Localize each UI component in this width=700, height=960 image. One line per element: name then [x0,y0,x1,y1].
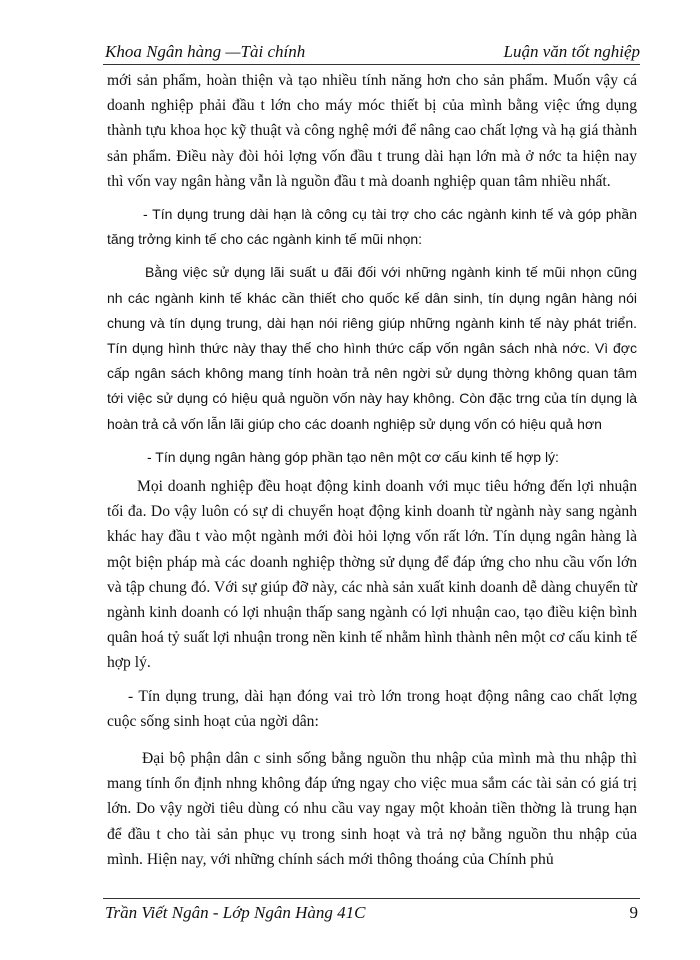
paragraph-intro: mới sản phẩm, hoàn thiện và tạo nhiều tính năng hơn cho sản phẩm. Muốn vậy cá doanh nghiệp phải đầu t lớn cho máy móc thiết bị của mình bằng việc ứng dụng thành tựu khoa học kỹ thuật và công nghệ mới để nâng cao chất lợng và hạ giá thành sản phẩm. Điều này đòi hỏi lợng vốn đầu t trung dài hạn lớn mà ở nớc ta hiện nay thì vốn vay ngân hàng vẫn là nguồn đầu t mà doanh nghiệp quan tâm nhiều nhất. [107,72,637,190]
document-body [107,68,637,872]
paragraph-body-2: Mọi doanh nghiệp đều hoạt động kinh doanh với mục tiêu hớng đến lợi nhuận tối đa. Do vậy luôn có sự di chuyển hoạt động kinh doanh từ ngành này sang ngành khác hay đầu t vào một ngành mới đòi hỏi lợng vốn rất lớn. Tín dụng ngân hàng là một biện pháp mà các doanh nghiệp thờng sử dụng để đáp ứng cho nhu cầu vốn lớn và tập chung đó. Với sự giúp đỡ này, các nhà sản xuất kinh doanh dễ dàng chuyển từ ngành kinh doanh có lợi nhuận thấp sang ngành có lợi nhuận cao, tạo điều kiện bình quân hoá tỷ suất lợi nhuận trong nền kinh tế nhằm hình thành nên một cơ cấu kinh tế hợp lý. [107,478,637,672]
paragraph-bullet-3: - Tín dụng trung, dài hạn đóng vai trò lớn trong hoạt động nâng cao chất lợng cuộc sống sinh hoạt của ngời dân: [107,687,637,730]
page-footer [103,898,640,929]
header-faculty: Khoa Ngân hàng —Tài chính [105,42,306,61]
paragraph-bullet-1: - Tín dụng trung dài hạn là công cụ tài trợ cho các ngành kinh tế và góp phần tăng trởng kinh tế cho các ngành kinh tế mũi nhọn: [107,206,637,248]
paragraph-body-3: Đại bộ phận dân c sinh sống bằng nguồn thu nhập của mình mà thu nhập thì mang tính ổn định nhng không đáp ứng ngay cho việc mua sắm các tài sản có giá trị lớn. Do vậy ngời tiêu dùng có nhu cầu vay ngay một khoản tiền thờng là trung hạn để đầu t cho tài sản phục vụ trong sinh hoạt và trả nợ bằng nguồn thu nhập của mình. Hiện nay, với những chính sách mới thông thoáng của Chính phủ [107,750,637,868]
footer-author: Trần Viết Ngân - Lớp Ngân Hàng 41C [105,903,366,922]
header-thesis-label: Luận văn tốt nghiệp [503,42,640,61]
paragraph-body-1: Bằng việc sử dụng lãi suất u đãi đối với những ngành kinh tế mũi nhọn cũng nh các ngành kinh tế khác cần thiết cho quốc kế dân sinh, tín dụng ngân hàng nói chung và tín dụng trung, dài hạn nói riêng giúp những ngành kinh tế này phát triển. Tín dụng hình thức này thay thế cho hình thức cấp vốn ngân sách nhà nớc. Vì đợc cấp ngân sách không mang tính hoàn trả nên ngời sử dụng thờng không quan tâm tới việc sử dụng có hiệu quả nguồn vốn này hay không. Còn đặc trng của tín dụng là hoàn trả cả vốn lẫn lãi giúp cho các doanh nghiệp sử dụng vốn có hiệu quả hơn [107,264,637,432]
page-number: 9 [629,903,638,922]
page-header [103,40,640,65]
paragraph-bullet-2: - Tín dụng ngân hàng góp phần tạo nên một cơ cấu kinh tế hợp lý: [147,448,559,465]
